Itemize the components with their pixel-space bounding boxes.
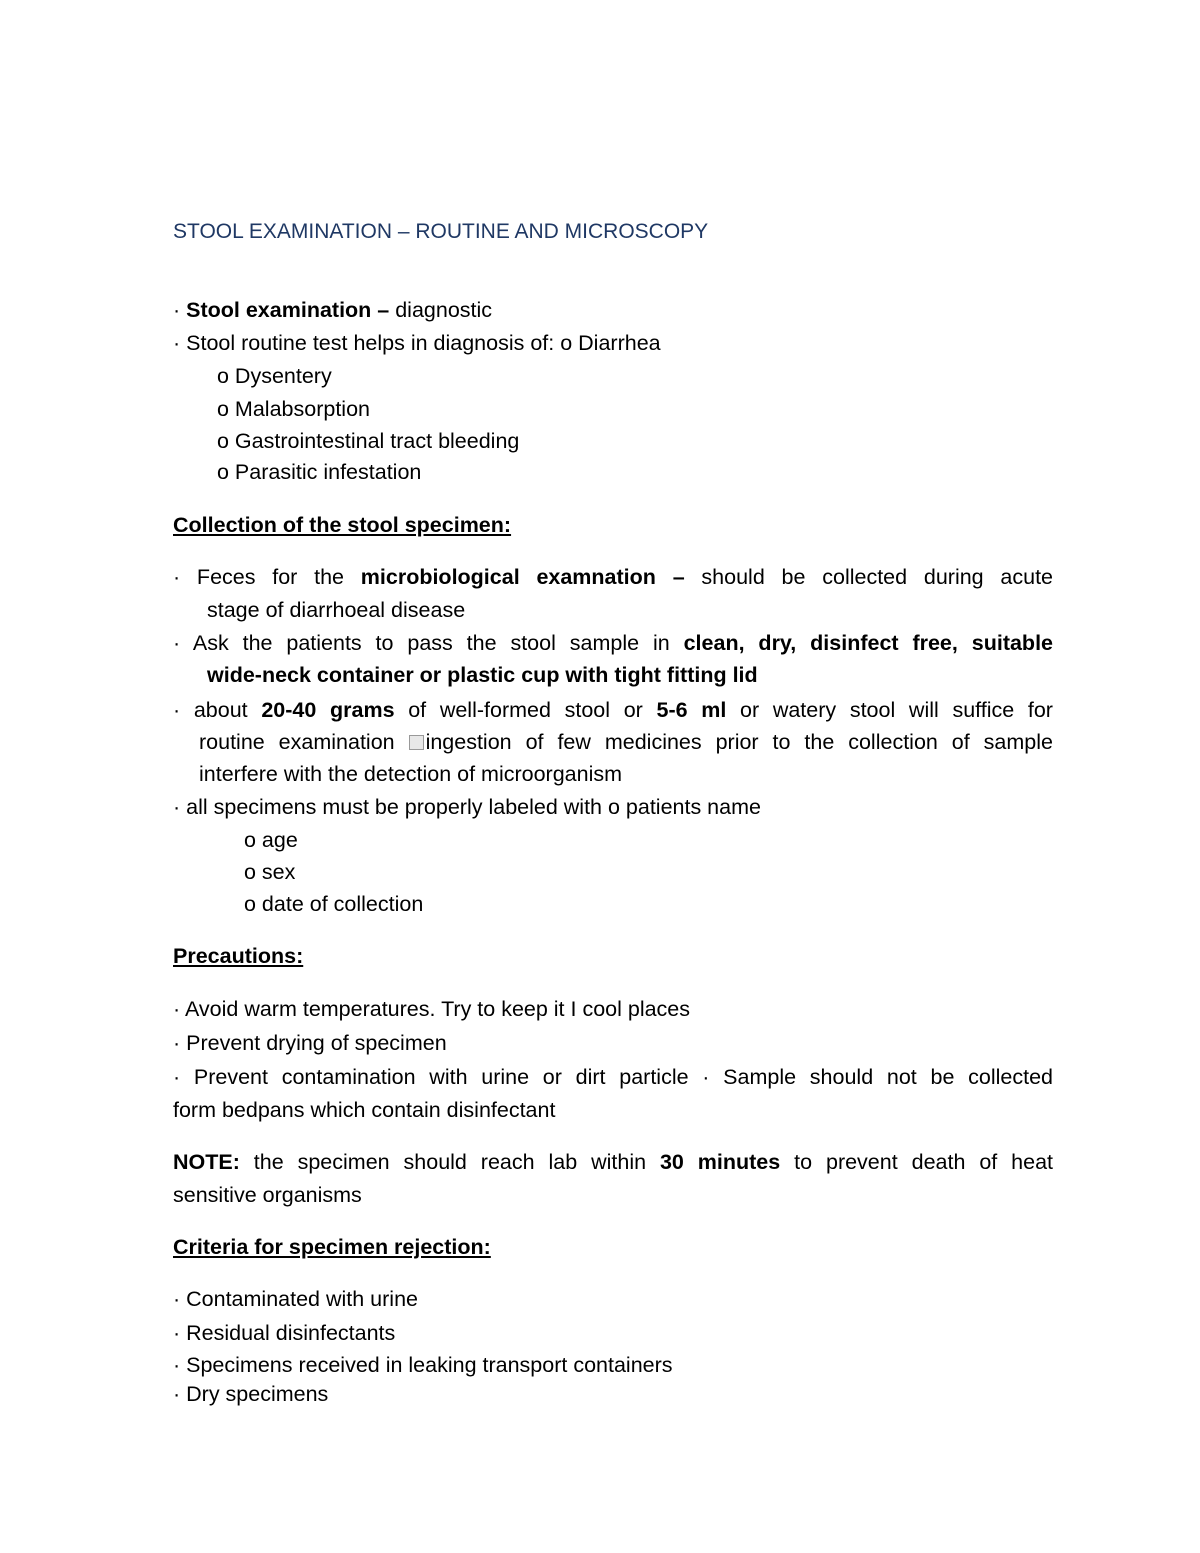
note-line1 bbox=[173, 1148, 1053, 1176]
rejection-item: · Residual disinfectants bbox=[173, 1321, 396, 1345]
bold-text: microbiological examnation – bbox=[360, 565, 685, 589]
collection-p3-line2 bbox=[199, 728, 1053, 756]
text: to prevent death of heat bbox=[780, 1150, 1054, 1174]
bold-text: 30 minutes bbox=[659, 1150, 781, 1174]
intro-bullet-2: · Stool routine test helps in diagnosis of: o Diarrhea bbox=[173, 331, 661, 355]
checkbox-glyph-icon bbox=[409, 735, 424, 750]
collection-p1-line1 bbox=[173, 563, 1053, 591]
intro-bullet-1 bbox=[173, 296, 1053, 324]
section-heading-rejection: Criteria for specimen rejection: bbox=[173, 1235, 491, 1259]
bullet: · bbox=[173, 298, 187, 322]
text: · Feces for the bbox=[173, 565, 361, 589]
bold-text: 5-6 ml bbox=[656, 698, 727, 722]
collection-p3-line3: interfere with the detection of microorganism bbox=[199, 762, 623, 786]
text: routine examination bbox=[199, 730, 409, 754]
page-title: STOOL EXAMINATION – ROUTINE AND MICROSCOPY bbox=[173, 220, 709, 243]
sub-item: o Dysentery bbox=[217, 364, 332, 388]
bold-text: clean, dry, disinfect free, suitable bbox=[683, 631, 1053, 655]
sub-item: o sex bbox=[244, 860, 296, 884]
text: or watery stool will suffice for bbox=[726, 698, 1053, 722]
text: diagnostic bbox=[389, 298, 493, 322]
collection-p4: · all specimens must be properly labeled with o patients name bbox=[173, 795, 761, 819]
bold-text: Stool examination – bbox=[186, 298, 390, 322]
rejection-item: · Dry specimens bbox=[173, 1382, 329, 1406]
bold-text: wide-neck container or plastic cup with tight fitting lid bbox=[207, 663, 758, 687]
text: should be collected during acute bbox=[684, 565, 1053, 589]
precaution-item-cont: form bedpans which contain disinfectant bbox=[173, 1098, 556, 1122]
collection-p1-line2: stage of diarrhoeal disease bbox=[207, 598, 466, 622]
section-heading-collection: Collection of the stool specimen: bbox=[173, 513, 512, 537]
bold-text: NOTE: bbox=[173, 1150, 240, 1174]
sub-item: o Parasitic infestation bbox=[217, 460, 422, 484]
sub-item: o Malabsorption bbox=[217, 397, 370, 421]
section-heading-precautions: Precautions: bbox=[173, 944, 304, 968]
rejection-item: · Contaminated with urine bbox=[173, 1287, 418, 1311]
text: · about bbox=[173, 698, 262, 722]
bold-text: 20-40 grams bbox=[261, 698, 395, 722]
precaution-item: · Avoid warm temperatures. Try to keep it I cool places bbox=[173, 997, 691, 1021]
sub-item: o age bbox=[244, 828, 298, 852]
note-line2: sensitive organisms bbox=[173, 1183, 362, 1207]
text: · Ask the patients to pass the stool sample in bbox=[173, 631, 684, 655]
text: the specimen should reach lab within bbox=[239, 1150, 660, 1174]
text: of well-formed stool or bbox=[394, 698, 657, 722]
precaution-item: · Prevent contamination with urine or dirt particle · Sample should not be collected bbox=[173, 1065, 1053, 1089]
sub-item: o Gastrointestinal tract bleeding bbox=[217, 429, 520, 453]
rejection-item: · Specimens received in leaking transport containers bbox=[173, 1353, 673, 1377]
collection-p2-line1 bbox=[173, 629, 1053, 657]
sub-item: o date of collection bbox=[244, 892, 424, 916]
collection-p2-line2 bbox=[207, 661, 1087, 689]
collection-p3-line1 bbox=[173, 696, 1053, 724]
precaution-item: · Prevent drying of specimen bbox=[173, 1031, 447, 1055]
text: ingestion of few medicines prior to the collection of sample bbox=[425, 730, 1053, 754]
